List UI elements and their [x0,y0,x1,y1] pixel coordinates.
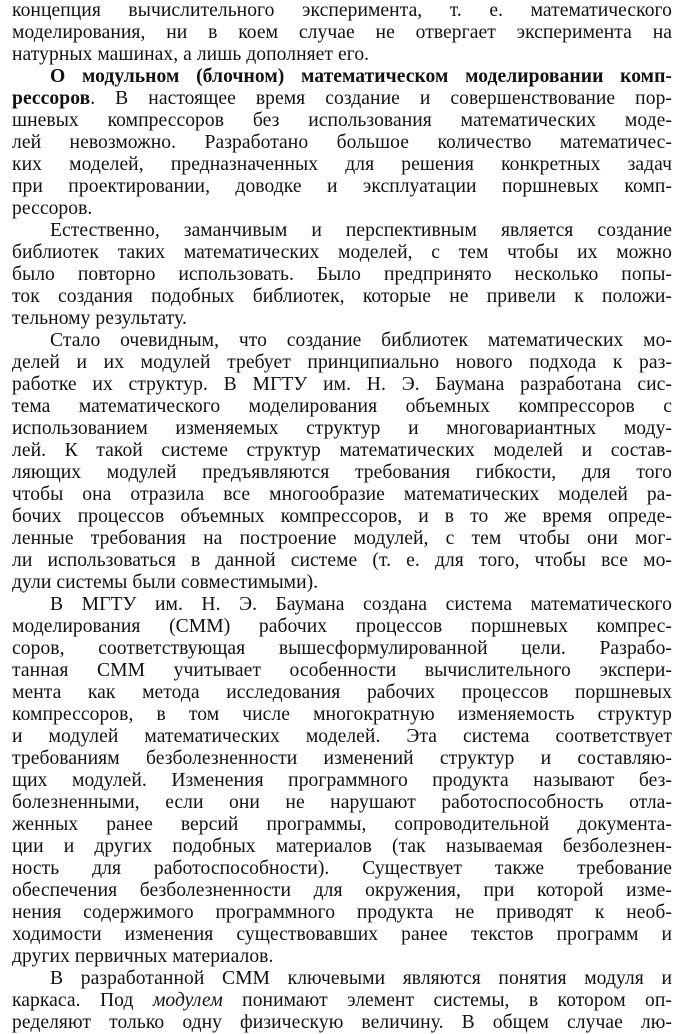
text-line: танная СММ учитывает особенности вычислительного экспери- [12,660,672,681]
text-line: ность для работоспособности). Существует также требование [12,858,672,879]
text-line: шневых компрессоров без использования математических моде- [12,110,672,131]
text-line: лей. К такой системе структур математических моделей и состав- [12,440,672,461]
italic-term: модулем [152,990,223,1011]
section-heading-cont: рессоров [12,88,91,109]
text-line: обеспечения безболезненности для окружения, при которой изме- [12,880,672,901]
text-line: дули системы были совместимыми). [12,572,319,593]
text-line: тельному результату. [12,308,187,329]
text-line: Естественно, заманчивым и перспективным является создание [50,220,672,241]
text-line: компрессоров, в том числе многократную изменяемость структур [12,704,672,725]
section-heading: О модульном (блочном) математическом моделировании комп- [50,66,672,87]
document-page [12,0,672,1034]
text-line: бочих процессов объемных компрессоров, и в то же время опреде- [12,506,672,527]
paragraph [12,330,672,594]
text-line: и модулей математических моделей. Эта система соответствует [12,726,672,747]
text-line: мента как метода исследования рабочих процессов поршневых [12,682,672,703]
text-line: Стало очевидным, что создание библиотек математических мо- [50,330,672,351]
text-line: каркаса. Под модулем понимают элемент системы, в котором оп- [12,990,672,1011]
text-line: ток создания подобных библиотек, которые не привели к положи- [12,286,672,307]
text-line: моделирования (СММ) рабочих процессов поршневых компрес- [12,616,672,637]
paragraph [12,0,672,66]
text-line: ределяют только одну физическую величину. В общем случае лю- [12,1012,672,1033]
text-line: рессоров. [12,198,93,219]
paragraph [12,220,672,330]
text-line: других первичных материалов. [12,946,274,967]
text-line: нения содержимого программного продукта не приводят к необ- [12,902,672,923]
text-line: женных ранее версий программы, сопроводительной документа- [12,814,672,835]
text-line: концепция вычислительного эксперимента, т. е. математического [12,0,672,21]
paragraph [12,66,672,220]
text-line: натурных машинах, а лишь дополняет его. [12,44,370,65]
text-line: моделирования, ни в коем случае не отвергает эксперимента на [12,22,672,43]
text-line: ляющих модулей предъявляются требования гибкости, для того [12,462,672,483]
text-line: ции и других подобных материалов (так называемая безболезнен- [12,836,672,857]
text-line: болезненными, если они не нарушают работоспособность отла- [12,792,672,813]
text-line: использованием изменяемых структур и многовариантных моду- [12,418,672,439]
text-line: было повторно использовать. Было предпринято несколько попы- [12,264,672,285]
text-line: ленные требования на построение модулей, с тем чтобы они мог- [12,528,672,549]
text-line: ходимости изменения существовавших ранее текстов программ и [12,924,672,945]
text-line: В МГТУ им. Н. Э. Баумана создана система математического [50,594,672,615]
text-line: щих модулей. Изменения программного продукта называют без- [12,770,672,791]
text-line: соров, соответствующая вышесформулированной цели. Разрабо- [12,638,672,659]
paragraph [12,594,672,968]
text-line: библиотек таких математических моделей, с тем чтобы их можно [12,242,672,263]
text-line: рессоров. В настоящее время создание и совершенствование пор- [12,88,672,109]
text-line: тема математического моделирования объемных компрессоров с [12,396,672,417]
text-line: работке их структур. В МГТУ им. Н. Э. Баумана разработана сис- [12,374,672,395]
text-line: ких моделей, предназначенных для решения конкретных задач [12,154,672,175]
text-line: лей невозможно. Разработано большое количество математичес- [12,132,672,153]
text-line: чтобы она отразила все многообразие математических моделей ра- [12,484,672,505]
text-line: В разработанной СММ ключевыми являются понятия модуля и [50,968,672,989]
paragraph [12,968,672,1034]
text-line: делей и их модулей требует принципиально нового подхода к раз- [12,352,672,373]
text-line: при проектировании, доводке и эксплуатации поршневых комп- [12,176,672,197]
text-line [12,66,672,88]
text-line: ли использоваться в данной системе (т. е. для того, чтобы все мо- [12,550,672,571]
text-line: требованиям безболезненности изменений структур и составляю- [12,748,672,769]
